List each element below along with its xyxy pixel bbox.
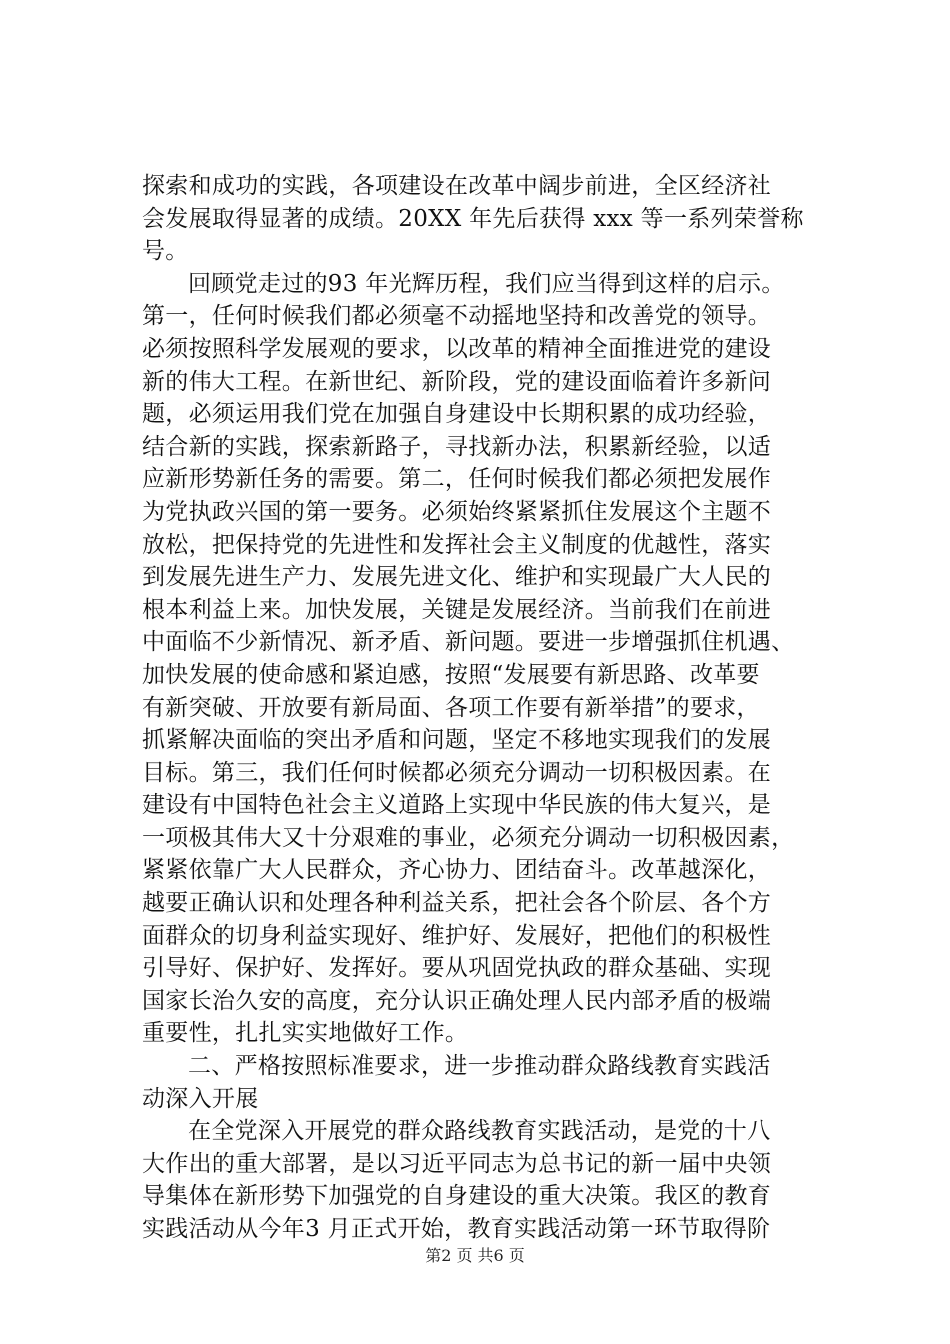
text-line: 第一，任何时候我们都必须毫不动摇地坚持和改善党的领导。 bbox=[142, 303, 772, 330]
text-line: 引导好、保护好、发挥好。要从巩固党执政的群众基础、实现 bbox=[142, 955, 772, 982]
text-line: 一项极其伟大又十分艰难的事业，必须充分调动一切积极因素， bbox=[142, 824, 795, 851]
section-heading: 二、严格按照标准要求，进一步推动群众路线教育实践活 bbox=[188, 1053, 771, 1080]
text-line: 有新突破、开放要有新局面、各项工作要有新举措”的要求， bbox=[142, 694, 760, 721]
text-line: 越要正确认识和处理各种利益关系，把社会各个阶层、各个方 bbox=[142, 890, 772, 917]
text-line: 紧紧依靠广大人民群众，齐心协力、团结奋斗。改革越深化， bbox=[142, 857, 772, 884]
text-line: 探索和成功的实践，各项建设在改革中阔步前进，全区经济社 bbox=[142, 173, 772, 199]
text-line: 题，必须运用我们党在加强自身建设中长期积累的成功经验， bbox=[142, 401, 772, 428]
paragraph-first-line: 回顾党走过的93 年光辉历程，我们应当得到这样的启示。 bbox=[188, 270, 785, 297]
text-line: 实践活动从今年3 月正式开始，教育实践活动第一环节取得阶 bbox=[142, 1216, 771, 1242]
text-line: 重要性，扎扎实实地做好工作。 bbox=[142, 1020, 469, 1047]
text-line: 到发展先进生产力、发展先进文化、维护和实现最广大人民的 bbox=[142, 564, 772, 591]
text-line: 面群众的切身利益实现好、维护好、发展好，把他们的积极性 bbox=[142, 922, 772, 949]
text-line: 新的伟大工程。在新世纪、新阶段，党的建设面临着许多新问 bbox=[142, 368, 772, 395]
text-line: 国家长治久安的高度，充分认识正确处理人民内部矛盾的极端 bbox=[142, 987, 772, 1014]
text-line: 大作出的重大部署，是以习近平同志为总书记的新一届中央领 bbox=[142, 1150, 772, 1177]
text-line: 建设有中国特色社会主义道路上实现中华民族的伟大复兴，是 bbox=[142, 792, 772, 819]
document-body bbox=[142, 170, 832, 1246]
text-line: 放松，把保持党的先进性和发挥社会主义制度的优越性，落实 bbox=[142, 531, 772, 558]
page-number-footer: 第2 页 共6 页 bbox=[425, 1246, 525, 1265]
text-line: 必须按照科学发展观的要求，以改革的精神全面推进党的建设 bbox=[142, 335, 772, 362]
text-line: 号。 bbox=[142, 238, 189, 265]
text-line: 会发展取得显著的成绩。20XX 年先后获得 xxx 等一系列荣誉称 bbox=[142, 205, 804, 232]
paragraph-first-line: 在全党深入开展党的群众路线教育实践活动，是党的十八 bbox=[188, 1118, 771, 1145]
text-line: 导集体在新形势下加强党的自身建设的重大决策。我区的教育 bbox=[142, 1183, 772, 1210]
text-line: 中面临不少新情况、新矛盾、新问题。要进一步增强抓住机遇、 bbox=[142, 629, 795, 656]
text-line: 为党执政兴国的第一要务。必须始终紧紧抓住发展这个主题不 bbox=[142, 498, 772, 525]
text-line: 结合新的实践，探索新路子，寻找新办法，积累新经验，以适 bbox=[142, 433, 772, 460]
text-line: 目标。第三，我们任何时候都必须充分调动一切积极因素。在 bbox=[142, 759, 772, 786]
text-line: 应新形势新任务的需要。第二，任何时候我们都必须把发展作 bbox=[142, 466, 772, 493]
text-line: 抓紧解决面临的突出矛盾和问题，坚定不移地实现我们的发展 bbox=[142, 727, 772, 754]
text-line: 加快发展的使命感和紧迫感，按照“发展要有新思路、改革要 bbox=[142, 661, 760, 688]
section-heading-continued: 动深入开展 bbox=[142, 1085, 259, 1112]
text-line: 根本利益上来。加快发展，关键是发展经济。当前我们在前进 bbox=[142, 596, 772, 623]
